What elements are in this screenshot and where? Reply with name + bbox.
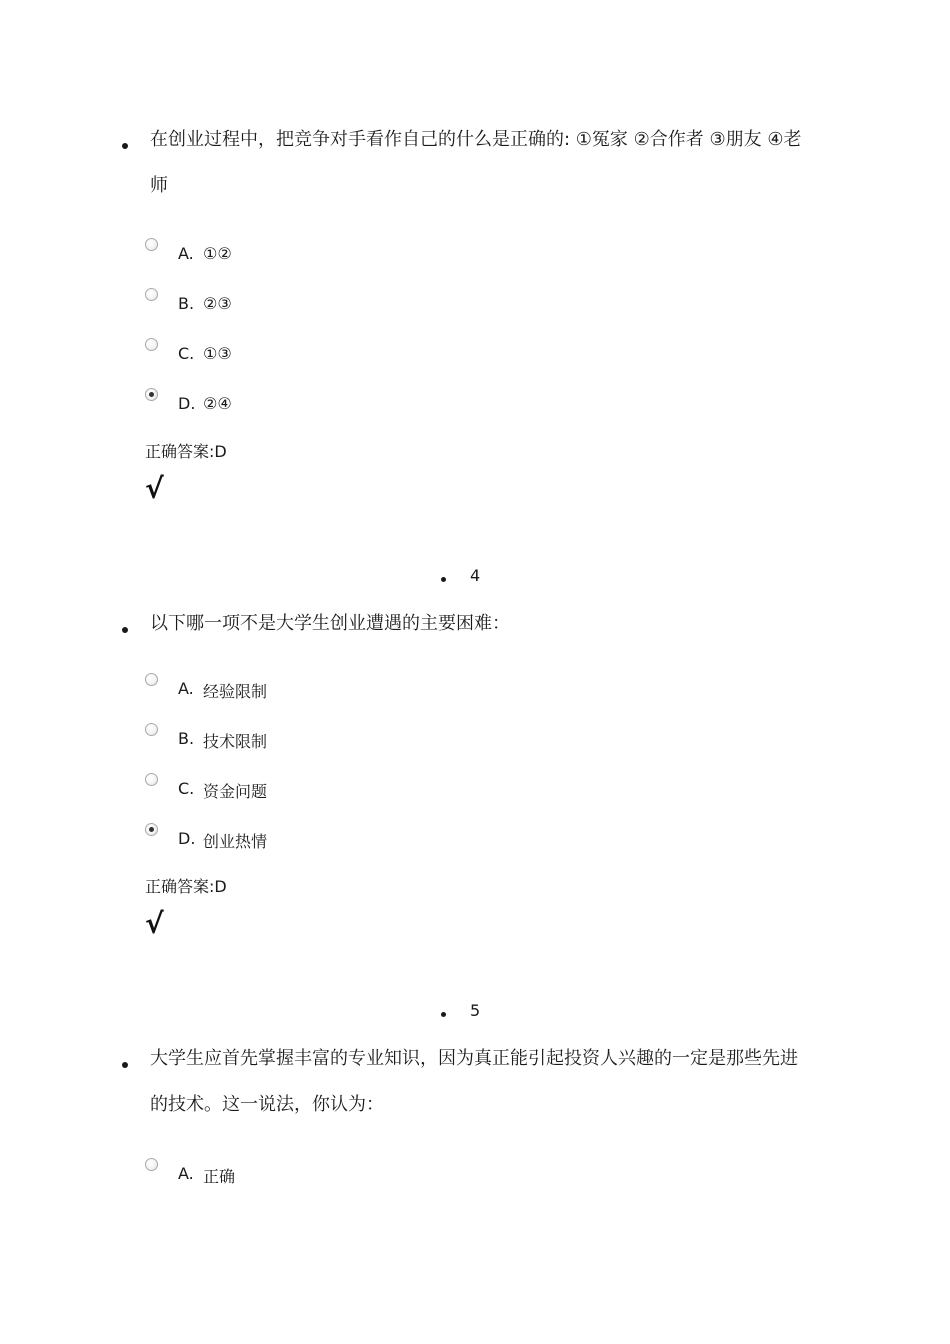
question-text: 在创业过程中，把竞争对手看作自己的什么是正确的: ①冤家 ②合作者 ③朋友 ④老师 bbox=[150, 129, 802, 196]
option-b-radio[interactable] bbox=[145, 723, 158, 736]
option-b-text: 技术限制 bbox=[203, 732, 268, 751]
option-d-letter: D. bbox=[178, 829, 196, 848]
option-a-radio[interactable] bbox=[145, 673, 158, 686]
question-number: 5 bbox=[470, 1001, 481, 1020]
option-d-radio[interactable] bbox=[145, 823, 158, 836]
option-d-radio[interactable] bbox=[145, 388, 158, 401]
option-b-letter: B. bbox=[178, 294, 195, 313]
correct-check-icon: √ bbox=[145, 907, 164, 940]
option-a-radio[interactable] bbox=[145, 1158, 158, 1171]
option-b-text: ②③ bbox=[203, 294, 232, 313]
option-a-radio[interactable] bbox=[145, 238, 158, 251]
question-number: 4 bbox=[470, 566, 481, 585]
option-b-letter: B. bbox=[178, 729, 195, 748]
option-a-letter: A. bbox=[178, 244, 194, 263]
question-number-bullet bbox=[441, 1012, 446, 1017]
option-c-letter: C. bbox=[178, 344, 195, 363]
option-c-radio[interactable] bbox=[145, 773, 158, 786]
question-bullet bbox=[122, 143, 128, 149]
option-a-letter: A. bbox=[178, 1164, 194, 1183]
question-text: 大学生应首先掌握丰富的专业知识，因为真正能引起投资人兴趣的一定是那些先进的技术。这一说法，你认为： bbox=[150, 1048, 798, 1115]
question-number-bullet bbox=[441, 577, 446, 582]
correct-answer: 正确答案:D bbox=[145, 442, 227, 461]
option-c-letter: C. bbox=[178, 779, 195, 798]
option-a-text: 正确 bbox=[203, 1167, 236, 1186]
option-a-letter: A. bbox=[178, 679, 194, 698]
option-c-text: 资金问题 bbox=[203, 782, 268, 801]
option-c-radio[interactable] bbox=[145, 338, 158, 351]
correct-check-icon: √ bbox=[145, 472, 164, 505]
correct-answer: 正确答案:D bbox=[145, 877, 227, 896]
option-b-radio[interactable] bbox=[145, 288, 158, 301]
option-d-letter: D. bbox=[178, 394, 196, 413]
option-a-text: 经验限制 bbox=[203, 682, 268, 701]
option-c-text: ①③ bbox=[203, 344, 232, 363]
question-bullet bbox=[122, 627, 128, 633]
question-text: 以下哪一项不是大学生创业遭遇的主要困难： bbox=[150, 613, 510, 634]
option-d-text: ②④ bbox=[203, 394, 232, 413]
option-d-text: 创业热情 bbox=[203, 832, 268, 851]
option-a-text: ①② bbox=[203, 244, 232, 263]
question-bullet bbox=[122, 1062, 128, 1068]
